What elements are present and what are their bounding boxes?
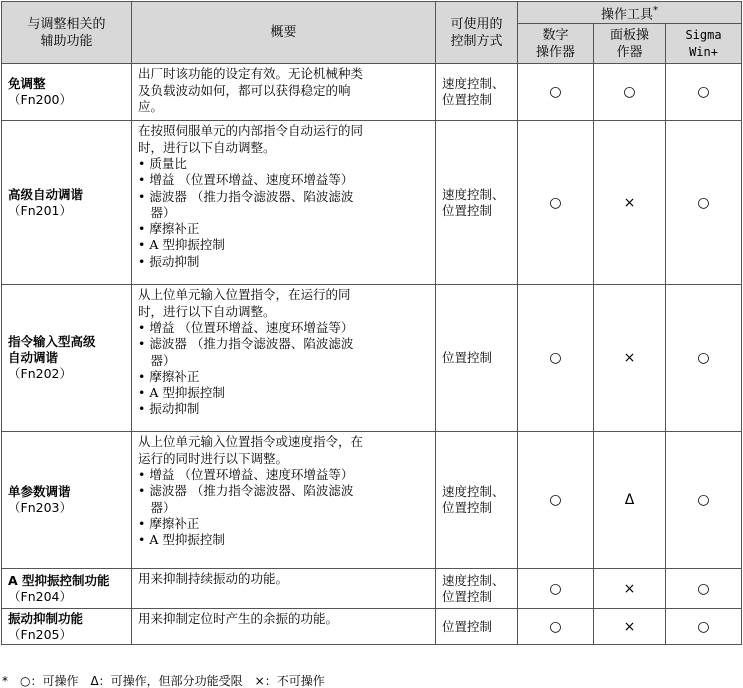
control-mode-line: 位置控制 bbox=[442, 92, 493, 108]
tool-panel-mark: Δ bbox=[594, 432, 666, 569]
function-cell bbox=[2, 432, 132, 569]
control-mode-line: 速度控制、 bbox=[442, 484, 505, 500]
header-tool-sigmawin bbox=[666, 24, 742, 64]
summary-line: 时，进行以下自动调整。 bbox=[138, 139, 276, 155]
table-row bbox=[2, 569, 742, 609]
summary-line: 应。 bbox=[138, 98, 164, 114]
control-mode-cell bbox=[436, 432, 518, 569]
table-row bbox=[2, 609, 742, 645]
summary-line: 及负载波动如何，都可以获得稳定的响 bbox=[138, 82, 351, 98]
summary-line: 器） bbox=[138, 204, 176, 220]
tool-digital-mark: ○ bbox=[518, 432, 594, 569]
function-cell bbox=[2, 121, 132, 285]
summary-line: 出厂时该功能的设定有效。无论机械种类 bbox=[138, 66, 364, 82]
summary-line: • 增益 （位置环增益、速度环增益等） bbox=[138, 466, 354, 482]
summary-line: 从上位单元输入位置指令或速度指令，在 bbox=[138, 434, 364, 450]
function-name: A 型抑振控制功能 bbox=[8, 572, 110, 588]
summary-line: • 滤波器 （推力指令滤波器、陷波滤波 bbox=[138, 483, 354, 499]
summary-line: 从上位单元输入位置指令，在运行的同 bbox=[138, 287, 351, 303]
summary-line: • A 型抑振控制 bbox=[138, 237, 225, 253]
control-mode-line: 位置控制 bbox=[442, 588, 493, 604]
header-tool-line: Sigma bbox=[685, 27, 722, 42]
header-control-line: 可使用的 bbox=[450, 16, 503, 32]
function-code: （Fn205） bbox=[8, 626, 72, 642]
control-mode-line: 位置控制 bbox=[442, 500, 493, 516]
control-mode-line: 位置控制 bbox=[442, 618, 493, 634]
function-code: （Fn202） bbox=[8, 366, 72, 382]
header-function-line: 辅助功能 bbox=[40, 33, 93, 49]
header-tool-line: 面板操 bbox=[609, 27, 649, 43]
summary-cell bbox=[132, 569, 436, 609]
header-tool-line: Win+ bbox=[689, 44, 718, 59]
summary-line: 器） bbox=[138, 352, 176, 368]
function-name: 单参数调谐 bbox=[8, 484, 71, 500]
tool-digital-mark: ○ bbox=[518, 609, 594, 645]
header-tool-digital bbox=[518, 24, 594, 64]
tool-panel-mark: × bbox=[594, 569, 666, 609]
control-mode-line: 速度控制、 bbox=[442, 572, 505, 588]
control-mode-line: 位置控制 bbox=[442, 350, 493, 366]
summary-line: • 增益 （位置环增益、速度环增益等） bbox=[138, 172, 354, 188]
aux-function-table bbox=[1, 1, 742, 645]
function-code: （Fn200） bbox=[8, 92, 72, 108]
summary-line: • 摩擦补正 bbox=[138, 221, 200, 237]
summary-cell bbox=[132, 285, 436, 432]
summary-line: • 增益 （位置环增益、速度环增益等） bbox=[138, 319, 354, 335]
header-control-mode bbox=[436, 2, 518, 64]
table-row bbox=[2, 285, 742, 432]
tool-digital-mark: ○ bbox=[518, 569, 594, 609]
tool-digital-mark: ○ bbox=[518, 64, 594, 121]
tool-sigmawin-mark: ○ bbox=[666, 432, 742, 569]
control-mode-cell bbox=[436, 569, 518, 609]
control-mode-cell bbox=[436, 285, 518, 432]
function-name: 指令输入型高级 bbox=[8, 334, 96, 350]
summary-line: • A 型抑振控制 bbox=[138, 385, 225, 401]
control-mode-cell bbox=[436, 609, 518, 645]
footnote: * ○：可操作 Δ：可操作，但部分功能受限 ×：不可操作 bbox=[2, 674, 325, 688]
summary-line: 运行的同时进行以下调整。 bbox=[138, 450, 289, 466]
function-cell bbox=[2, 285, 132, 432]
tool-digital-mark: ○ bbox=[518, 121, 594, 285]
tool-sigmawin-mark: ○ bbox=[666, 64, 742, 121]
function-code: （Fn201） bbox=[8, 202, 72, 218]
tool-panel-mark: × bbox=[594, 609, 666, 645]
tool-sigmawin-mark: ○ bbox=[666, 285, 742, 432]
header-tool-line: 操作器 bbox=[535, 44, 575, 60]
control-mode-cell bbox=[436, 121, 518, 285]
function-name: 振动抑制功能 bbox=[8, 610, 84, 626]
summary-line: • 滤波器 （推力指令滤波器、陷波滤波 bbox=[138, 336, 354, 352]
summary-line: • 摩擦补正 bbox=[138, 515, 200, 531]
tool-panel-mark: × bbox=[594, 121, 666, 285]
table-row bbox=[2, 64, 742, 121]
function-cell bbox=[2, 609, 132, 645]
control-mode-line: 速度控制、 bbox=[442, 76, 505, 92]
header-summary: 概要 bbox=[132, 2, 436, 64]
footnote-marker: * bbox=[653, 5, 659, 16]
tool-digital-mark: ○ bbox=[518, 285, 594, 432]
header-function-line: 与调整相关的 bbox=[27, 16, 106, 32]
summary-cell bbox=[132, 121, 436, 285]
summary-cell bbox=[132, 432, 436, 569]
function-code: （Fn203） bbox=[8, 500, 72, 516]
header-function bbox=[2, 2, 132, 64]
summary-line: 用来抑制定位时产生的余振的功能。 bbox=[138, 611, 339, 627]
header-tool-line: 作器 bbox=[616, 44, 643, 60]
summary-cell bbox=[132, 609, 436, 645]
summary-line: • 振动抑制 bbox=[138, 401, 200, 417]
table-row bbox=[2, 121, 742, 285]
control-mode-line: 位置控制 bbox=[442, 202, 493, 218]
function-code: （Fn204） bbox=[8, 588, 72, 604]
function-cell bbox=[2, 64, 132, 121]
function-name: 自动调谐 bbox=[8, 350, 59, 366]
function-name: 免调整 bbox=[8, 76, 46, 92]
tool-sigmawin-mark: ○ bbox=[666, 569, 742, 609]
tool-sigmawin-mark: ○ bbox=[666, 609, 742, 645]
function-name: 高级自动调谐 bbox=[8, 186, 84, 202]
table-row bbox=[2, 432, 742, 569]
control-mode-cell bbox=[436, 64, 518, 121]
header-tools bbox=[518, 2, 742, 24]
header-tool-panel bbox=[594, 24, 666, 64]
header-control-line: 控制方式 bbox=[450, 33, 503, 49]
summary-line: 在按照伺服单元的内部指令自动运行的同 bbox=[138, 123, 364, 139]
summary-line: 器） bbox=[138, 499, 176, 515]
summary-line: • 质量比 bbox=[138, 155, 187, 171]
function-cell bbox=[2, 569, 132, 609]
tool-panel-mark: × bbox=[594, 285, 666, 432]
summary-line: • A 型抑振控制 bbox=[138, 532, 225, 548]
summary-line: • 滤波器 （推力指令滤波器、陷波滤波 bbox=[138, 188, 354, 204]
header-tools-title: 操作工具 bbox=[601, 7, 654, 23]
summary-cell bbox=[132, 64, 436, 121]
tool-sigmawin-mark: ○ bbox=[666, 121, 742, 285]
summary-line: • 摩擦补正 bbox=[138, 368, 200, 384]
summary-line: 用来抑制持续振动的功能。 bbox=[138, 571, 289, 587]
summary-line: • 振动抑制 bbox=[138, 253, 200, 269]
control-mode-line: 速度控制、 bbox=[442, 186, 505, 202]
header-tool-line: 数字 bbox=[542, 27, 569, 43]
tool-panel-mark: ○ bbox=[594, 64, 666, 121]
summary-line: 时，进行以下自动调整。 bbox=[138, 303, 276, 319]
